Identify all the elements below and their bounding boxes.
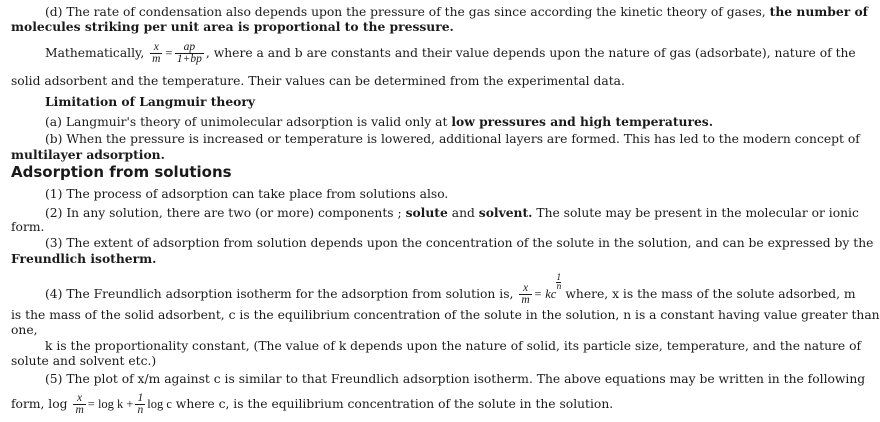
item4-line4: k is the proportionality constant, (The value of k depends upon the nature of solid, its particle size, temperature, and the nature of (45, 339, 862, 353)
item5-den: m (75, 404, 84, 416)
item4-num: x (519, 283, 531, 295)
math1-line (45, 42, 856, 65)
item3-line2: Freundlich isotherm. (11, 251, 157, 266)
para-d-text: (d) The rate of condensation also depends upon the pressure of the gas since according the kinetic theory of gases, (45, 5, 766, 19)
limitation-heading: Limitation of Langmuir theory (45, 94, 256, 109)
para-d-line2: molecules striking per unit area is proportional to the pressure. (11, 19, 454, 34)
limitation-b-line1: (b) When the pressure is increased or temperature is lowered, additional layers are formed. This has led to the modern concept of (45, 132, 860, 146)
math1-rhs-den: 1+bp (176, 53, 202, 65)
item4-exp-den: n (556, 282, 562, 291)
item5-fraction1 (73, 393, 85, 416)
item2-e: The solute may be present in the molecular or ionic (536, 206, 859, 220)
item1: (1) The process of adsorption can take place from solutions also. (45, 187, 449, 201)
item4-a: (4) The Freundlich adsorption isotherm for the adsorption from solution is, (45, 287, 514, 301)
item2-and: and (451, 206, 475, 220)
limitation-a-text: (a) Langmuir's theory of unimolecular adsorption is valid only at (45, 115, 448, 129)
item2-solute: solute (405, 205, 448, 220)
item5-mid: = log k + (87, 397, 134, 411)
item2-line1 (45, 205, 859, 221)
item5-fraction2 (135, 393, 145, 416)
math1-rhs-fraction (175, 42, 204, 65)
item5-den2: n (137, 404, 144, 416)
item4-den: m (521, 294, 530, 306)
item5-line2 (11, 393, 613, 416)
item4-line1 (45, 273, 856, 306)
item4-b: where, x is the mass of the solute adsorbed, m (565, 287, 856, 301)
item2-line2: form. (11, 220, 45, 234)
limitation-a (45, 114, 713, 130)
item5-num2: 1 (137, 392, 144, 404)
item3-line1: (3) The extent of adsorption from solution depends upon the concentration of the solute in the solution, and can be expressed by the (45, 236, 874, 250)
item4-exp-num: 1 (556, 273, 562, 282)
math1-lhs-num: x (150, 42, 162, 54)
item2-solvent: solvent. (478, 205, 533, 220)
item4-line3: one, (11, 323, 38, 337)
math1-lead: Mathematically, (45, 46, 145, 60)
item4-line2: is the mass of the solid adsorbent, c is the equilibrium concentration of the solute in the solution, n is a constant having value greater than (11, 308, 880, 322)
item4-eq: = kc (533, 287, 557, 301)
item4-line5: solute and solvent etc.) (11, 354, 157, 368)
limitation-b-line2: multilayer adsorption. (11, 147, 165, 162)
math1-eq: = (164, 46, 173, 60)
item5-lead: form, log (11, 397, 68, 411)
math1-tail: , where a and b are constants and their value depends upon the nature of gas (adsorbate), nature of the (205, 46, 856, 60)
item2-a: (2) In any solution, there are two (or more) components ; (45, 206, 402, 220)
para-d-bold: the number of (769, 4, 868, 19)
item5-num: x (73, 393, 85, 405)
math1-lhs-fraction (150, 42, 162, 65)
section-heading: Adsorption from solutions (11, 163, 232, 181)
item5-log: log c (147, 397, 172, 411)
item4-fraction (519, 283, 531, 306)
item4-exponent (556, 274, 561, 291)
math1-rhs-num: ap (175, 42, 204, 54)
math1-lhs-den: m (152, 53, 161, 65)
math1-line2: solid adsorbent and the temperature. Their values can be determined from the experimental data. (11, 74, 625, 88)
para-d-line1 (45, 4, 868, 20)
limitation-a-bold: low pressures and high temperatures. (451, 114, 713, 129)
item5-line1: (5) The plot of x/m against c is similar to that Freundlich adsorption isotherm. The above equations may be written in the following (45, 372, 866, 386)
item5-tail: where c, is the equilibrium concentration of the solute in the solution. (175, 397, 614, 411)
